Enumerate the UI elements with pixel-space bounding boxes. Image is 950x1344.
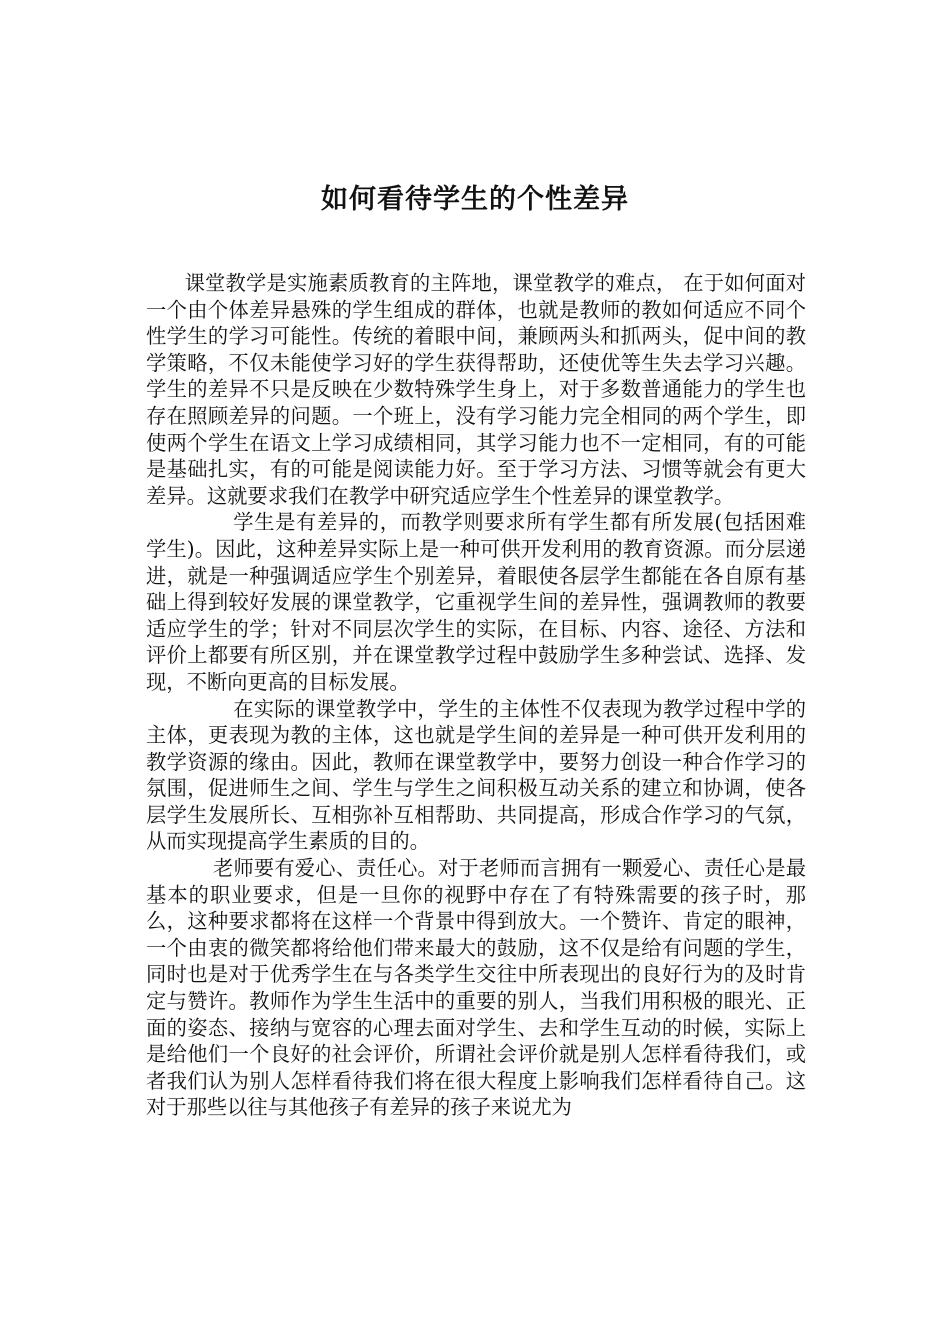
paragraph: 老师要有爱心、责任心。对于老师而言拥有一颗爱心、责任心是最基本的职业要求，但是一旦你的视野中存在了有特殊需要的孩子时，那么，这种要求都将在这样一个背景中得到放大。一个赞许、肯定的眼神，一个由衷的微笑都将给他们带来最大的鼓励，这不仅是给有问题的学生，同时也是对于优秀学生在与各类学生交往中所表现出的良好行为的及时肯定与赞许。教师作为学生生活中的重要的别人，当我们用积极的眼光、正面的姿态、接纳与宽容的心理去面对学生、去和学生互动的时候，实际上是给他们一个良好的社会评价，所谓社会评价就是别人怎样看待我们，或者我们认为别人怎样看待我们将在很大程度上影响我们怎样看待自己。这对于那些以往与其他孩子有差异的孩子来说尤为	[146, 856, 806, 1120]
document-title: 如何看待学生的个性差异	[321, 184, 629, 215]
paragraph: 课堂教学是实施素质教育的主阵地，课堂教学的难点， 在于如何面对一个由个体差异悬殊的学生组成的群体，也就是教师的教如何适应不同个性学生的学习可能性。传统的着眼中间，兼顾两头和抓两头，促中间的教学策略，不仅未能使学习好的学生获得帮助，还使优等生失去学习兴趣。学生的差异不只是反映在少数特殊学生身上，对于多数普通能力的学生也存在照顾差异的问题。一个班上，没有学习能力完全相同的两个学生，即使两个学生在语文上学习成绩相同，其学习能力也不一定相同，有的可能是基础扎实，有的可能是阅读能力好。至于学习方法、习惯等就会有更大差异。这就要求我们在教学中研究适应学生个性差异的课堂教学。	[146, 271, 806, 508]
paragraph: 在实际的课堂教学中，学生的主体性不仅表现为教学过程中学的主体，更表现为教的主体，这也就是学生间的差异是一种可供开发利用的教学资源的缘由。因此，教师在课堂教学中，要努力创设一种合作学习的氛围，促进师生之间、学生与学生之间积极互动关系的建立和协调，使各层学生发展所长、互相弥补互相帮助、共同提高，形成合作学习的气氛，从而实现提高学生素质的目的。	[146, 696, 806, 854]
paragraph: 学生是有差异的，而教学则要求所有学生都有所发展(包括困难学生)。因此，这种差异实际上是一种可供开发利用的教育资源。而分层递进，就是一种强调适应学生个别差异，着眼使各层学生都能在各自原有基础上得到较好发展的课堂教学，它重视学生间的差异性，强调教师的教要适应学生的学；针对不同层次学生的实际，在目标、内容、途径、方法和评价上都要有所区别，并在课堂教学过程中鼓励学生多种尝试、选择、发现，不断向更高的目标发展。	[146, 510, 806, 694]
document-body	[146, 270, 806, 1121]
